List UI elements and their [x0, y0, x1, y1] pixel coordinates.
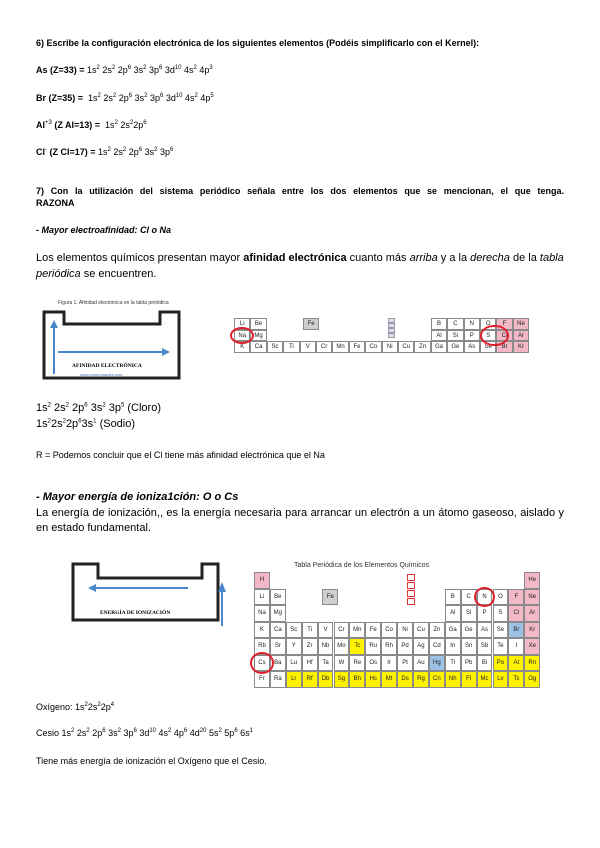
- element-ne: Ne: [513, 318, 529, 330]
- al-config: $Al^{+3}$ (Z $Al=13) = 1s^2$ $2s^22p^6$: [36, 120, 147, 130]
- element-p: P: [464, 330, 480, 342]
- element-ni: Ni: [397, 622, 413, 639]
- element-li: Li: [234, 318, 250, 330]
- element-hf: Hf: [302, 655, 318, 672]
- element-db: Db: [318, 671, 334, 688]
- element-si: Si: [447, 330, 463, 342]
- element-w: W: [334, 655, 350, 672]
- paragraph-afinidad: Los elementos químicos presentan mayor afinidad electrónica cuanto más arriba y a la derecha de la tabla periódica se encuentren.: [36, 252, 564, 280]
- element-rf: Rf: [302, 671, 318, 688]
- element-mn: Mn: [332, 341, 348, 353]
- element-fe: Fe: [303, 318, 319, 330]
- legend-swatch: [407, 574, 415, 581]
- element-sb: Sb: [477, 638, 493, 655]
- element-ba: Ba: [270, 655, 286, 672]
- element-hg: Hg: [429, 655, 445, 672]
- element-pt: Pt: [397, 655, 413, 672]
- element-cl: Cl: [496, 330, 512, 342]
- element-lu: Lu: [286, 655, 302, 672]
- element-ti: Ti: [302, 622, 318, 639]
- as-config: As $(Z=33) = 1s^2$ $2s^2$ $2p^6$ $3s^2$ $3p^6$ $3d^{10}$ $4s^2$ $4p^3$: [36, 65, 213, 75]
- element-sr: Sr: [270, 638, 286, 655]
- element-xe: Xe: [524, 638, 540, 655]
- ionizacion-diagram: [70, 560, 230, 632]
- element-ir: Ir: [381, 655, 397, 672]
- element-ag: Ag: [413, 638, 429, 655]
- cesio-config: Cesio $1s^2$ $2s^2$ $2p^6$ $3s^2$ $3p^6$ $3d^{10}$ $4s^2$ $4p^6$ $4d^{20}$ $5s^2$ $5p^6$ $6s^1$: [36, 728, 254, 738]
- element-sc: Sc: [286, 622, 302, 639]
- cl-config: Cl- (Z $Cl=17) = 1s^2$ $2s^2$ $2p^6$ $3s^2$ $3p^6$: [36, 147, 174, 157]
- element-br: Br: [508, 622, 524, 639]
- element-pb: Pb: [461, 655, 477, 672]
- element-mg: Mg: [270, 605, 286, 622]
- element-as: As: [477, 622, 493, 639]
- cs-circle: [250, 652, 274, 675]
- element-c: C: [447, 318, 463, 330]
- element-sg: Sg: [334, 671, 350, 688]
- element-co: Co: [381, 622, 397, 639]
- element-ga: Ga: [445, 622, 461, 639]
- sodio-config: $1s^22s^22p^63s^1$ (Sodio): [36, 418, 136, 430]
- element-ne: Ne: [524, 589, 540, 606]
- element-k: K: [234, 341, 250, 353]
- element-ca: Ca: [250, 341, 266, 353]
- element-cd: Cd: [429, 638, 445, 655]
- element-as: As: [464, 341, 480, 353]
- cl-circle: [480, 325, 508, 347]
- element-mc: Mc: [477, 671, 493, 688]
- element-tl: Tl: [445, 655, 461, 672]
- conclusion-afinidad: R = Podemos concluir que el Cl tiene más afinidad electrónica que el Na: [36, 450, 325, 460]
- legend-swatch: [407, 590, 415, 597]
- element-cu: Cu: [398, 341, 414, 353]
- element-o: O: [480, 318, 496, 330]
- legend-swatch: [388, 333, 395, 338]
- element-og: Og: [524, 671, 540, 688]
- element-be: Be: [270, 589, 286, 606]
- element-sn: Sn: [461, 638, 477, 655]
- element-al: Al: [445, 605, 461, 622]
- element-fe: Fe: [349, 341, 365, 353]
- element-mg: Mg: [250, 330, 266, 342]
- ionizacion-label: ENERGÍA DE IONIZACIÓN: [100, 610, 171, 616]
- element-rg: Rg: [413, 671, 429, 688]
- element-fl: Fl: [461, 671, 477, 688]
- figure1-caption: Figura 1. Afinidad electrónica en la tabla periódica: [58, 300, 169, 306]
- element-f: F: [508, 589, 524, 606]
- element-nh: Nh: [445, 671, 461, 688]
- element-v: V: [318, 622, 334, 639]
- pt2-title: Tabla Periódica de los Elementos Químicos: [294, 562, 430, 569]
- element-b: B: [431, 318, 447, 330]
- element-kr: Kr: [524, 622, 540, 639]
- element-na: Na: [254, 605, 270, 622]
- element-nb: Nb: [318, 638, 334, 655]
- element-na: Na: [234, 330, 250, 342]
- element-i: I: [508, 638, 524, 655]
- element-bi: Bi: [477, 655, 493, 672]
- element-mo: Mo: [334, 638, 350, 655]
- subheading-ionizacion: - Mayor energía de ioniza1ción: O o Cs: [36, 491, 239, 503]
- q6-heading: 6) Escribe la configuración electrónica de los siguientes elementos (Podéis simplificarlo con el Kernel):: [36, 38, 480, 48]
- element-cr: Cr: [316, 341, 332, 353]
- element-b: B: [445, 589, 461, 606]
- element-n: N: [477, 589, 493, 606]
- element-ru: Ru: [365, 638, 381, 655]
- element-f: F: [496, 318, 512, 330]
- element-v: V: [300, 341, 316, 353]
- afinidad-diagram: [42, 306, 182, 382]
- element-s: S: [480, 330, 496, 342]
- element-y: Y: [286, 638, 302, 655]
- element-ti: Ti: [283, 341, 299, 353]
- element-cs: Cs: [254, 655, 270, 672]
- element-os: Os: [365, 655, 381, 672]
- element-c: C: [461, 589, 477, 606]
- element-te: Te: [493, 638, 509, 655]
- element-lr: Lr: [286, 671, 302, 688]
- element-ca: Ca: [270, 622, 286, 639]
- element-sc: Sc: [267, 341, 283, 353]
- legend-swatch: [407, 598, 415, 605]
- element-n: N: [464, 318, 480, 330]
- element-hs: Hs: [365, 671, 381, 688]
- element-o: O: [493, 589, 509, 606]
- element-be: Be: [250, 318, 266, 330]
- element-rh: Rh: [381, 638, 397, 655]
- element-k: K: [254, 622, 270, 639]
- oxigeno-config: Oxígeno: $1s^22s^22p^4$: [36, 702, 115, 712]
- element-cr: Cr: [334, 622, 350, 639]
- element-se: Se: [493, 622, 509, 639]
- element-kr: Kr: [513, 341, 529, 353]
- cloro-config: $1s^2$ $2s^2$ $2p^6$ $3s^2$ $3p^5$ (Cloro): [36, 402, 161, 414]
- element-co: Co: [365, 341, 381, 353]
- afinidad-label: AFINIDAD ELECTRÓNICA: [72, 363, 142, 369]
- element-po: Po: [493, 655, 509, 672]
- element-br: Br: [496, 341, 512, 353]
- element-s: S: [493, 605, 509, 622]
- element-li: Li: [254, 589, 270, 606]
- element-ge: Ge: [447, 341, 463, 353]
- element-ga: Ga: [431, 341, 447, 353]
- element-rb: Rb: [254, 638, 270, 655]
- element-bh: Bh: [349, 671, 365, 688]
- element-in: In: [445, 638, 461, 655]
- element-fe: Fe: [322, 589, 338, 606]
- figure1-url: www.cuberonautes.com: [80, 372, 123, 377]
- element-rn: Rn: [524, 655, 540, 672]
- paragraph-ionizacion: La energía de ionización,, es la energía necesaria para arrancar un electrón a un átomo gaseoso, aislado y en estado fundamental.: [36, 507, 564, 534]
- element-mn: Mn: [349, 622, 365, 639]
- element-au: Au: [413, 655, 429, 672]
- element-al: Al: [431, 330, 447, 342]
- element-se: Se: [480, 341, 496, 353]
- q7-razona: RAZONA: [36, 198, 75, 208]
- subheading-electroafinidad: - Mayor electroafinidad: Cl o Na: [36, 225, 172, 235]
- conclusion-ionizacion: Tiene más energía de ionización el Oxígeno que el Cesio.: [36, 756, 267, 766]
- element-si: Si: [461, 605, 477, 622]
- element-mt: Mt: [381, 671, 397, 688]
- element-ar: Ar: [524, 605, 540, 622]
- element-tc: Tc: [349, 638, 365, 655]
- element-ni: Ni: [382, 341, 398, 353]
- element-p: P: [477, 605, 493, 622]
- element-cl: Cl: [508, 605, 524, 622]
- element-ts: Ts: [508, 671, 524, 688]
- element-cn: Cn: [429, 671, 445, 688]
- element-pd: Pd: [397, 638, 413, 655]
- element-h: H: [254, 572, 270, 589]
- periodic-table-1: [234, 318, 534, 368]
- element-lv: Lv: [493, 671, 509, 688]
- element-re: Re: [349, 655, 365, 672]
- element-zn: Zn: [414, 341, 430, 353]
- element-ds: Ds: [397, 671, 413, 688]
- element-ge: Ge: [461, 622, 477, 639]
- legend-swatch: [407, 582, 415, 589]
- element-fr: Fr: [254, 671, 270, 688]
- element-ta: Ta: [318, 655, 334, 672]
- element-at: At: [508, 655, 524, 672]
- element-fe: Fe: [365, 622, 381, 639]
- element-he: He: [524, 572, 540, 589]
- element-cu: Cu: [413, 622, 429, 639]
- element-ra: Ra: [270, 671, 286, 688]
- periodic-table-2: [254, 568, 540, 688]
- element-zr: Zr: [302, 638, 318, 655]
- element-zn: Zn: [429, 622, 445, 639]
- element-ar: Ar: [513, 330, 529, 342]
- br-config: Br $(Z=35) = 1s^2$ $2s^2$ $2p^6$ $3s^2$ $3p^6$ $3d^{10}$ $4s^2$ $4p^5$: [36, 93, 214, 103]
- q7-heading: 7) Con la utilización del sistema periódico señala entre los dos elementos que se mencionan, el que tenga.: [36, 186, 564, 196]
